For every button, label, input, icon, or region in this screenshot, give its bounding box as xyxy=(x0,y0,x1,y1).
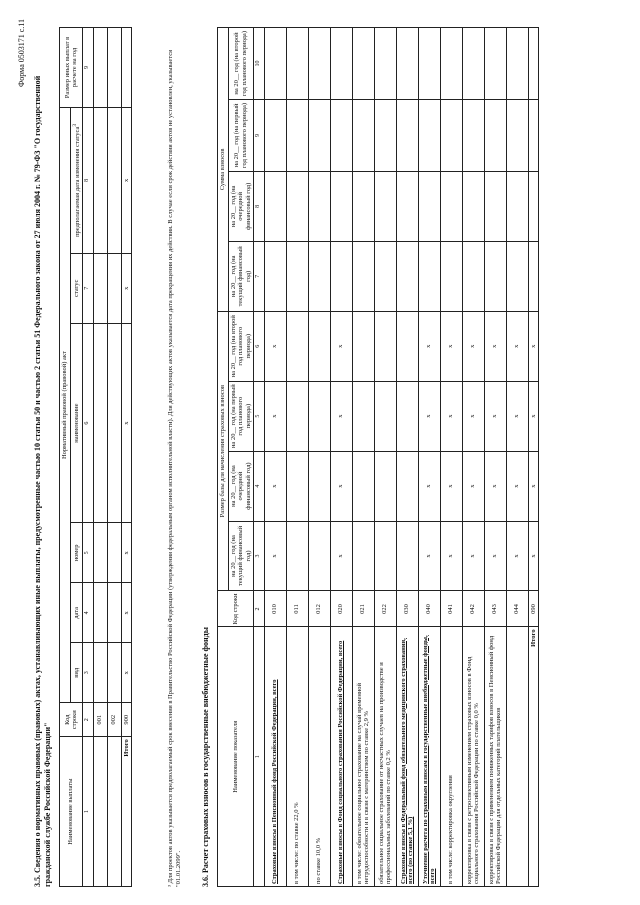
row-code: 011 xyxy=(286,591,308,627)
indicator-name xyxy=(506,627,528,887)
total-code: 900 xyxy=(121,703,132,737)
value-cell xyxy=(352,451,374,521)
table-row xyxy=(440,28,462,887)
value-cell xyxy=(374,241,396,311)
indicator-name: обязательное социальное страхование от несчастных случаев на производстве и профессиональных заболеваний по ставке 0,2 % xyxy=(374,627,396,887)
x-mark: x xyxy=(440,311,462,381)
value-cell xyxy=(396,521,418,591)
other-payments-table xyxy=(59,27,132,887)
table-row xyxy=(93,28,107,887)
value-cell xyxy=(330,171,352,241)
row-code: 001 xyxy=(93,703,107,737)
x-mark: x xyxy=(440,521,462,591)
value-cell xyxy=(418,171,440,241)
value-cell xyxy=(286,28,308,100)
value-cell xyxy=(286,171,308,241)
header-indicator-name: Наименование показателя xyxy=(218,627,254,887)
value-cell xyxy=(506,241,528,311)
total-row xyxy=(121,28,132,887)
x-mark: x xyxy=(330,311,352,381)
value-cell xyxy=(352,100,374,172)
value-cell xyxy=(374,451,396,521)
col-number: 3 xyxy=(254,521,265,591)
table-row xyxy=(352,28,374,887)
insurance-contributions-table xyxy=(217,27,539,887)
row-code: 040 xyxy=(418,591,440,627)
value-cell xyxy=(374,521,396,591)
table-row xyxy=(264,28,286,887)
header-npa-number: номер xyxy=(70,523,83,583)
table-row xyxy=(396,28,418,887)
x-mark: x xyxy=(330,521,352,591)
x-mark: x xyxy=(484,451,506,521)
x-mark: x xyxy=(440,381,462,451)
row-code: 010 xyxy=(264,591,286,627)
value-cell xyxy=(286,521,308,591)
value-cell xyxy=(418,100,440,172)
value-cell xyxy=(286,241,308,311)
row-code: 030 xyxy=(396,591,418,627)
x-mark: x xyxy=(418,521,440,591)
value-cell xyxy=(308,381,330,451)
value-cell xyxy=(484,100,506,172)
indicator-name: в том числе: корректировка округления xyxy=(440,627,462,887)
table-row xyxy=(286,28,308,887)
value-cell xyxy=(264,241,286,311)
value-cell xyxy=(418,28,440,100)
x-mark: x xyxy=(264,521,286,591)
header-year-plan1: на 20__ год (на первый год планового периода) xyxy=(228,381,254,451)
value-cell xyxy=(506,100,528,172)
value-cell xyxy=(462,100,484,172)
value-cell xyxy=(352,311,374,381)
table-row xyxy=(506,28,528,887)
x-mark: x xyxy=(528,381,539,451)
header-status-date: предполагаемая дата изменения статуса$^3$ xyxy=(70,107,83,253)
col-number: 5 xyxy=(83,523,94,583)
indicator-name: Страховые взносы в Фонд социального страхования Российской Федерации, всего xyxy=(330,627,352,887)
header-payment-name: Наименование выплаты xyxy=(60,737,83,887)
indicator-name: Уточнение расчета по страховым взносам в государственные внебюджетные фонды, всего xyxy=(418,627,440,887)
value-cell xyxy=(462,241,484,311)
value-cell xyxy=(484,241,506,311)
value-cell xyxy=(462,171,484,241)
total-row xyxy=(528,28,539,887)
value-cell xyxy=(440,171,462,241)
section-3-6-title: 3.6. Расчет страховых взносов в государственные внебюджетные фонды xyxy=(201,627,210,887)
value-cell xyxy=(374,100,396,172)
indicator-name: Страховые взносы в Пенсионный фонд Российской Федерации, всего xyxy=(264,627,286,887)
x-mark: x xyxy=(462,521,484,591)
value-cell xyxy=(308,171,330,241)
x-mark: x xyxy=(418,381,440,451)
value-cell xyxy=(352,28,374,100)
col-number: 3 xyxy=(83,643,94,703)
value-cell xyxy=(440,100,462,172)
value-cell xyxy=(484,171,506,241)
value-cell xyxy=(528,241,539,311)
value-cell xyxy=(418,241,440,311)
row-code: 042 xyxy=(462,591,484,627)
col-number: 6 xyxy=(254,311,265,381)
value-cell xyxy=(352,241,374,311)
value-cell xyxy=(308,521,330,591)
x-mark: x xyxy=(121,643,132,703)
value-cell xyxy=(308,451,330,521)
value-cell xyxy=(440,241,462,311)
header-year-current: на 20__ год (на текущий финансовый год) xyxy=(228,521,254,591)
x-mark: x xyxy=(440,451,462,521)
x-mark: x xyxy=(484,311,506,381)
col-number: 9 xyxy=(83,28,94,108)
x-mark: x xyxy=(121,583,132,643)
row-code: 002 xyxy=(107,703,121,737)
x-mark: x xyxy=(264,381,286,451)
col-number: 9 xyxy=(254,100,265,172)
footnote: ³ Для проектов актов указывается предполагаемый срок внесения в Правительство Российской Федерации (утверждения федеральным органом исполнительной власти). Для действующих актов указывается дата прекращения их действия. В случае если срок действия актов не установлен, указывается "01.01.2099". xyxy=(167,49,182,887)
value-cell xyxy=(396,171,418,241)
table-row xyxy=(484,28,506,887)
x-mark: x xyxy=(462,311,484,381)
value-cell xyxy=(352,521,374,591)
header-year-next: на 20__ год (на очередной финансовый год) xyxy=(228,451,254,521)
col-number: 8 xyxy=(83,107,94,253)
value-cell xyxy=(286,381,308,451)
value-cell xyxy=(484,28,506,100)
x-mark: x xyxy=(506,521,528,591)
col-number: 7 xyxy=(83,253,94,323)
header-year-current: на 20__ год (на текущий финансовый год) xyxy=(228,241,254,311)
value-cell xyxy=(352,171,374,241)
header-contribution-sum: Сумма взносов xyxy=(218,28,229,312)
indicator-name: в том числе: по ставке 22,0 % xyxy=(286,627,308,887)
value-cell xyxy=(396,311,418,381)
value-cell xyxy=(396,381,418,451)
col-number: 2 xyxy=(83,703,94,737)
value-cell xyxy=(374,311,396,381)
row-code: 020 xyxy=(330,591,352,627)
header-annual-size: Размер иных выплат в расчете на год xyxy=(60,28,83,108)
total-label: Итого xyxy=(528,627,539,887)
value-cell xyxy=(352,381,374,451)
value-cell xyxy=(308,241,330,311)
value-cell xyxy=(528,171,539,241)
indicator-name: по ставке 10,0 % xyxy=(308,627,330,887)
x-mark: x xyxy=(418,451,440,521)
x-mark: x xyxy=(484,381,506,451)
value-cell xyxy=(506,171,528,241)
value-cell xyxy=(264,171,286,241)
x-mark: x xyxy=(418,311,440,381)
col-number: 2 xyxy=(254,591,265,627)
x-mark: x xyxy=(121,253,132,323)
x-mark: x xyxy=(506,451,528,521)
header-npa-name: наименование xyxy=(70,323,83,523)
row-code: 043 xyxy=(484,591,506,627)
value-cell xyxy=(264,100,286,172)
value-cell xyxy=(374,28,396,100)
indicator-name: Страховые взносы в Федеральный фонд обязательного медицинского страхования, всего (по ставке 5,1 %) xyxy=(396,627,418,887)
row-code: 044 xyxy=(506,591,528,627)
col-number: 4 xyxy=(83,583,94,643)
table-row xyxy=(308,28,330,887)
value-cell xyxy=(374,171,396,241)
x-mark: x xyxy=(330,451,352,521)
col-number: 1 xyxy=(83,737,94,887)
total-label: Итого xyxy=(121,737,132,887)
value-cell xyxy=(374,381,396,451)
section-3-5-title: 3.5. Сведения о нормативных правовых (правовых) актах, устанавливающих иные выплаты, предусмотренные частью 10 статьи 50 и частью 2 статьи 51 Федерального закона от 27 июля 2004 г. № 79-ФЗ "О государственной гражданской службе Российской Федерации" xyxy=(33,75,52,887)
col-number: 4 xyxy=(254,451,265,521)
col-number: 1 xyxy=(254,627,265,887)
value-cell xyxy=(330,28,352,100)
total-code: 090 xyxy=(528,591,539,627)
header-base-size: Размер базы для начисления страховых взносов xyxy=(218,311,229,591)
col-number: 7 xyxy=(254,241,265,311)
x-mark: x xyxy=(528,311,539,381)
table-row xyxy=(374,28,396,887)
value-cell xyxy=(396,28,418,100)
row-code: 041 xyxy=(440,591,462,627)
header-year-plan2: на 20__ год (на второй год планового периода) xyxy=(228,311,254,381)
table-row xyxy=(418,28,440,887)
form-code: Форма 0503171 с.11 xyxy=(17,19,26,88)
row-code: 022 xyxy=(374,591,396,627)
col-number: 5 xyxy=(254,381,265,451)
x-mark: x xyxy=(528,451,539,521)
header-year-plan2: на 20__ год (на второй год планового периода) xyxy=(228,28,254,100)
indicator-name: корректировка в связи с ретроспективным изменением страховых взносов в Фонд социального страхования Российской Федерации по ставке 0,0 % xyxy=(462,627,484,887)
x-mark: x xyxy=(121,107,132,253)
header-year-next: на 20__ год (на очередной финансовый год) xyxy=(228,171,254,241)
value-cell xyxy=(330,241,352,311)
value-cell xyxy=(506,28,528,100)
header-row-code: Код строки xyxy=(218,591,254,627)
col-number: 8 xyxy=(254,171,265,241)
value-cell xyxy=(308,311,330,381)
value-cell xyxy=(462,28,484,100)
value-cell xyxy=(440,28,462,100)
header-status: статус xyxy=(70,253,83,323)
x-mark: x xyxy=(528,521,539,591)
col-number: 10 xyxy=(254,28,265,100)
x-mark: x xyxy=(264,311,286,381)
indicator-name: корректировка в связи с применением пониженных тарифов взносов в Пенсионный фонд Российской Федерации для отдельных категорий плательщиков xyxy=(484,627,506,887)
x-mark: x xyxy=(506,381,528,451)
header-npa-date: дата xyxy=(70,583,83,643)
value-cell xyxy=(286,100,308,172)
row-code: 012 xyxy=(308,591,330,627)
value-cell xyxy=(396,241,418,311)
rotated-form-sheet xyxy=(15,17,625,887)
header-year-plan1: на 20__ год (на первый год планового периода) xyxy=(228,100,254,172)
value-cell xyxy=(396,100,418,172)
x-mark: x xyxy=(462,451,484,521)
value-cell xyxy=(286,451,308,521)
table-row xyxy=(462,28,484,887)
value-cell xyxy=(308,100,330,172)
value-cell xyxy=(330,100,352,172)
header-npa: Нормативный правовой (правовой) акт xyxy=(60,107,71,702)
table-row xyxy=(330,28,352,887)
value-cell xyxy=(286,311,308,381)
value-cell xyxy=(264,28,286,100)
x-mark: x xyxy=(264,451,286,521)
row-code: 021 xyxy=(352,591,374,627)
x-mark: x xyxy=(121,523,132,583)
x-mark: x xyxy=(330,381,352,451)
header-npa-type: вид xyxy=(70,643,83,703)
col-number: 6 xyxy=(83,323,94,523)
value-cell xyxy=(396,451,418,521)
x-mark: x xyxy=(462,381,484,451)
x-mark: x xyxy=(484,521,506,591)
indicator-name: в том числе: обязательное социальное страхование на случай временной нетрудоспособности и в связи с материнством по ставке 2,9 % xyxy=(352,627,374,887)
header-row-code: Код строки xyxy=(60,703,83,737)
value-cell xyxy=(528,100,539,172)
value-cell xyxy=(528,28,539,100)
x-mark: x xyxy=(506,311,528,381)
x-mark: x xyxy=(121,323,132,523)
table-row xyxy=(107,28,121,887)
value-cell xyxy=(308,28,330,100)
